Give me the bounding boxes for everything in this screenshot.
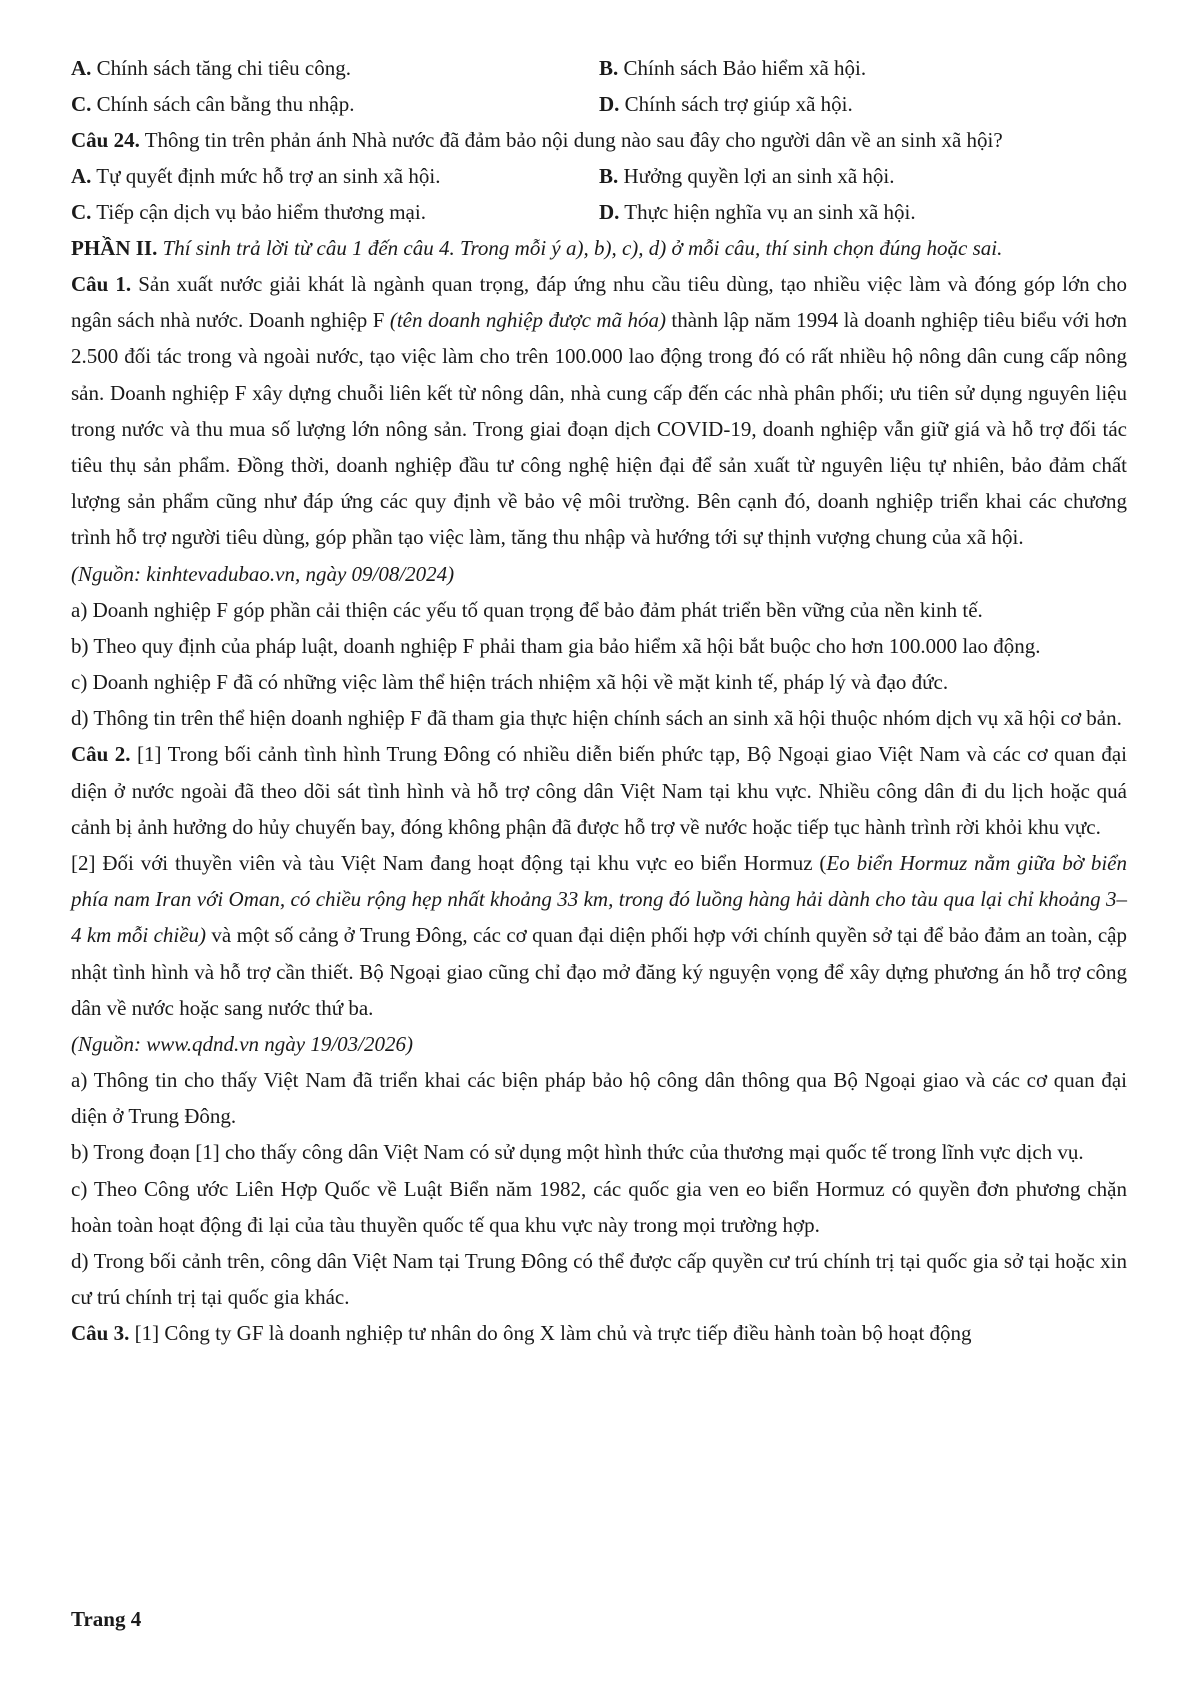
option-b: B. Hưởng quyền lợi an sinh xã hội.	[599, 163, 895, 188]
question-24: Câu 24. Thông tin trên phản ánh Nhà nước đã đảm bảo nội dung nào sau đây cho người dân về an sinh xã hội?	[71, 128, 1003, 152]
question-3-paragraph-1: Câu 3. [1] Công ty GF là doanh nghiệp tư nhân do ông X làm chủ và trực tiếp điều hành toàn bộ hoạt động	[71, 1321, 972, 1346]
question-2-paragraph-1: Câu 2. [1] Trong bối cảnh tình hình Trung Đông có nhiều diễn biến phức tạp, Bộ Ngoại giao Việt Nam và các cơ quan đại diện ở nước ngoài đã theo dõi sát tình hình và hỗ trợ công dân Việt Nam tại khu vực. Nhiều công dân đi du lịch hoặc quá cảnh bị ảnh hưởng do hủy chuyến bay, đóng không phận đã được hỗ trợ về nước hoặc tiếp tục hành trình rời khỏi khu vực.	[71, 742, 1127, 839]
question-1-statement-b: b) Theo quy định của pháp luật, doanh nghiệp F phải tham gia bảo hiểm xã hội bắt buộc cho hơn 100.000 lao động.	[71, 633, 1041, 658]
question-1-statement-d: d) Thông tin trên thể hiện doanh nghiệp F đã tham gia thực hiện chính sách an sinh xã hội thuộc nhóm dịch vụ xã hội cơ bản.	[71, 706, 1122, 731]
part-2-heading: PHẦN II. Thí sinh trả lời từ câu 1 đến câu 4. Trong mỗi ý a), b), c), d) ở mỗi câu, thí sinh chọn đúng hoặc sai.	[71, 236, 1003, 260]
question-2-statement-d: d) Trong bối cảnh trên, công dân Việt Nam tại Trung Đông có thể được cấp quyền cư trú chính trị tại quốc gia sở tại hoặc xin cư trú chính trị tại quốc gia khác.	[71, 1249, 1127, 1310]
question-2-statement-a: a) Thông tin cho thấy Việt Nam đã triển khai các biện pháp bảo hộ công dân thông qua Bộ Ngoại giao và các cơ quan đại diện ở Trung Đông.	[71, 1068, 1127, 1129]
option-c: C. Tiếp cận dịch vụ bảo hiểm thương mại.	[71, 199, 426, 224]
page-number: Trang 4	[71, 1607, 142, 1631]
option-b: B. Chính sách Bảo hiểm xã hội.	[599, 55, 867, 80]
option-a: A. Tự quyết định mức hỗ trợ an sinh xã hội.	[71, 163, 441, 188]
question-1-statement-c: c) Doanh nghiệp F đã có những việc làm thể hiện trách nhiệm xã hội về mặt kinh tế, pháp lý và đạo đức.	[71, 670, 949, 695]
option-d: D. Thực hiện nghĩa vụ an sinh xã hội.	[599, 199, 916, 224]
option-c: C. Chính sách cân bằng thu nhập.	[71, 91, 355, 116]
question-1-passage: Câu 1. Sản xuất nước giải khát là ngành quan trọng, đáp ứng nhu cầu tiêu dùng, tạo nhiều việc làm và đóng góp lớn cho ngân sách nhà nước. Doanh nghiệp F (tên doanh nghiệp được mã hóa) thành lập năm 1994 là doanh nghiệp tiêu biểu với hơn 2.500 đối tác trong và ngoài nước, tạo việc làm cho trên 100.000 lao động trong đó có rất nhiều hộ nông dân cung cấp nông sản. Doanh nghiệp F xây dựng chuỗi liên kết từ nông dân, nhà cung cấp đến các nhà phân phối; ưu tiên sử dụng nguyên liệu trong nước và thu mua số lượng lớn nông sản. Trong giai đoạn dịch COVID-19, doanh nghiệp vẫn giữ giá và hỗ trợ đối tác tiêu thụ sản phẩm. Đồng thời, doanh nghiệp đầu tư công nghệ hiện đại để sản xuất từ nguyên liệu tự nhiên, bảo đảm chất lượng sản phẩm cũng như đáp ứng các quy định về bảo vệ môi trường. Bên cạnh đó, doanh nghiệp triển khai các chương trình hỗ trợ người tiêu dùng, góp phần tạo việc làm, tăng thu nhập và hướng tới sự thịnh vượng chung của xã hội.	[71, 272, 1127, 550]
question-2-statement-b: b) Trong đoạn [1] cho thấy công dân Việt Nam có sử dụng một hình thức của thương mại quốc tế trong lĩnh vực dịch vụ.	[71, 1140, 1084, 1165]
question-2-source: (Nguồn: www.qdnd.vn ngày 19/03/2026)	[71, 1032, 414, 1057]
question-2-statement-c: c) Theo Công ước Liên Hợp Quốc về Luật Biển năm 1982, các quốc gia ven eo biển Hormuz có quyền đơn phương chặn hoàn toàn hoạt động đi lại của tàu thuyền quốc tế qua khu vực này trong mọi trường hợp.	[71, 1176, 1127, 1237]
q24-options-row-1	[71, 158, 1127, 194]
q24-options-row-2	[71, 194, 1127, 230]
q23-options-row-1	[71, 50, 1127, 86]
q23-options-row-2	[71, 86, 1127, 122]
question-1-source: (Nguồn: kinhtevadubao.vn, ngày 09/08/2024)	[71, 561, 455, 586]
option-a: A. Chính sách tăng chi tiêu công.	[71, 55, 351, 80]
question-2-paragraph-2: [2] Đối với thuyền viên và tàu Việt Nam đang hoạt động tại khu vực eo biển Hormuz (Eo biển Hormuz nằm giữa bờ biển phía nam Iran với Oman, có chiều rộng hẹp nhất khoảng 33 km, trong đó luồng hàng hải dành cho tàu qua lại chỉ khoảng 3–4 km mỗi chiều) và một số cảng ở Trung Đông, các cơ quan đại diện phối hợp với chính quyền sở tại để bảo đảm an toàn, cập nhật tình hình và hỗ trợ cần thiết. Bộ Ngoại giao cũng chỉ đạo mở đăng ký nguyện vọng để xây dựng phương án hỗ trợ công dân về nước hoặc sang nước thứ ba.	[71, 851, 1127, 1020]
question-1-statement-a: a) Doanh nghiệp F góp phần cải thiện các yếu tố quan trọng để bảo đảm phát triển bền vững của nền kinh tế.	[71, 597, 983, 622]
document-page	[71, 50, 1127, 1352]
option-d: D. Chính sách trợ giúp xã hội.	[599, 91, 853, 116]
